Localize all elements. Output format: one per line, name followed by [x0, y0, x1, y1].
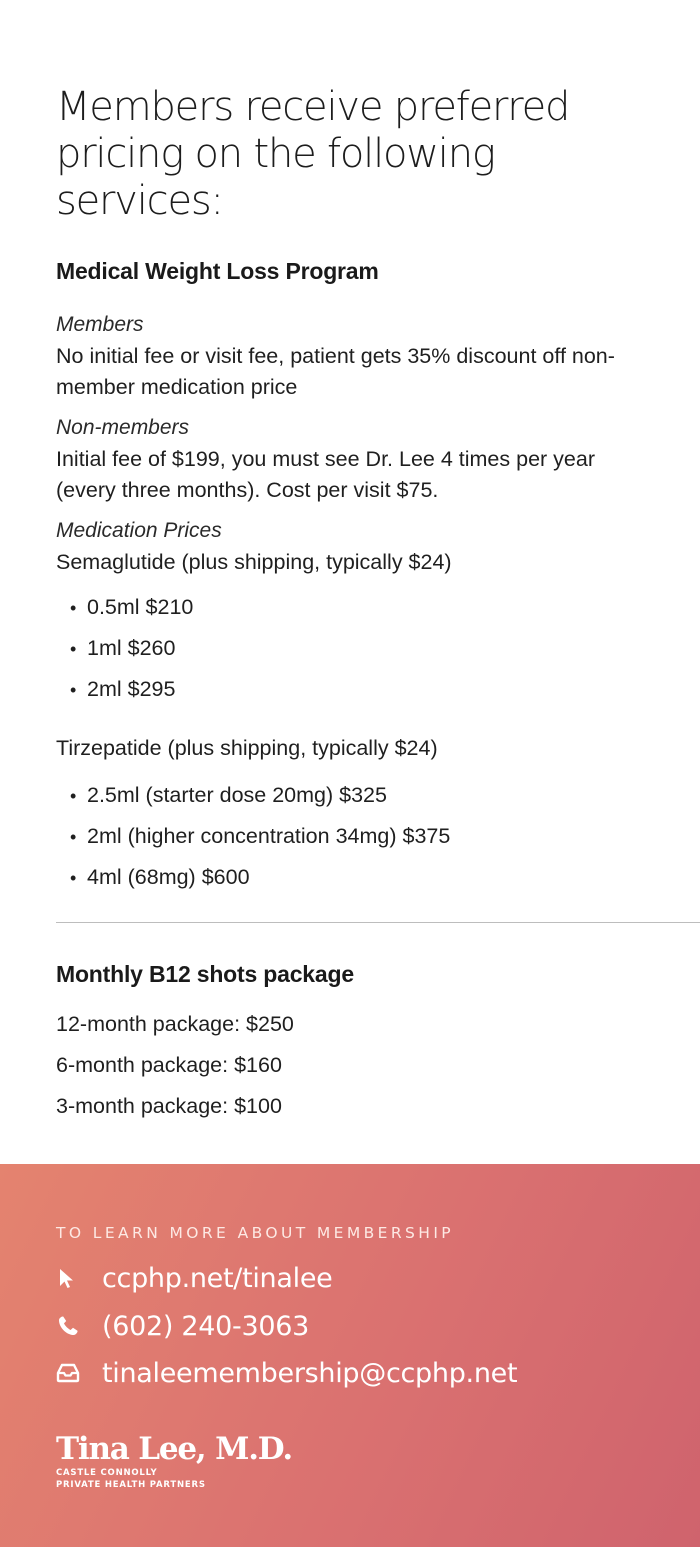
inbox-tray-icon: [56, 1359, 90, 1387]
tirzepatide-title: Tirzepatide (plus shipping, typically $24): [56, 736, 438, 760]
section-divider: [56, 922, 700, 923]
list-item: • 2.5ml (starter dose 20mg) $325: [70, 775, 450, 816]
weight-loss-title: Medical Weight Loss Program: [56, 258, 379, 284]
footer-banner: [0, 1164, 700, 1547]
tirzepatide-list: [70, 775, 450, 898]
list-item: • 2ml (higher concentration 34mg) $375: [70, 816, 450, 857]
list-item: • 0.5ml $210: [70, 587, 193, 628]
footer-heading: TO LEARN MORE ABOUT MEMBERSHIP: [56, 1224, 455, 1242]
phone-text[interactable]: (602) 240-3063: [102, 1310, 309, 1342]
phone-icon: [56, 1312, 90, 1340]
members-label: Members: [56, 313, 144, 336]
phone-link[interactable]: [56, 1308, 309, 1344]
cursor-arrow-icon: [56, 1264, 90, 1292]
page-headline: Members receive preferred pricing on the following services:: [56, 84, 570, 224]
list-item: • 2ml $295: [70, 669, 193, 710]
bullet-dot: •: [70, 598, 77, 618]
members-text: No initial fee or visit fee, patient gets 35% discount off non-member medication price: [56, 344, 615, 399]
b12-item: 12-month package: $250: [56, 1012, 294, 1036]
logo-name: Tina Lee, M.D.: [56, 1431, 292, 1467]
list-item: • 1ml $260: [70, 628, 193, 669]
bullet-dot: •: [70, 639, 77, 659]
bullet-dot: •: [70, 786, 77, 806]
b12-item: 3-month package: $100: [56, 1094, 282, 1118]
semaglutide-list: [70, 587, 193, 710]
email-link[interactable]: [56, 1355, 517, 1391]
b12-item: 6-month package: $160: [56, 1053, 282, 1077]
nonmembers-label: Non-members: [56, 416, 190, 439]
bullet-dot: •: [70, 680, 77, 700]
bullet-dot: •: [70, 827, 77, 847]
website-text[interactable]: ccphp.net/tinalee: [102, 1262, 333, 1294]
logo-subtitle-2: PRIVATE HEALTH PARTNERS: [56, 1480, 206, 1490]
website-link[interactable]: [56, 1260, 332, 1296]
list-item: • 4ml (68mg) $600: [70, 857, 450, 898]
nonmembers-text: Initial fee of $199, you must see Dr. Lee 4 times per year (every three months). Cost per visit $75.: [56, 447, 595, 502]
b12-title: Monthly B12 shots package: [56, 961, 354, 987]
logo-subtitle-1: CASTLE CONNOLLY: [56, 1468, 158, 1478]
semaglutide-title: Semaglutide (plus shipping, typically $24): [56, 550, 452, 574]
practice-logo: [56, 1432, 292, 1490]
bullet-dot: •: [70, 868, 77, 888]
medication-label: Medication Prices: [56, 519, 222, 542]
email-text[interactable]: tinaleemembership@ccphp.net: [102, 1357, 518, 1389]
